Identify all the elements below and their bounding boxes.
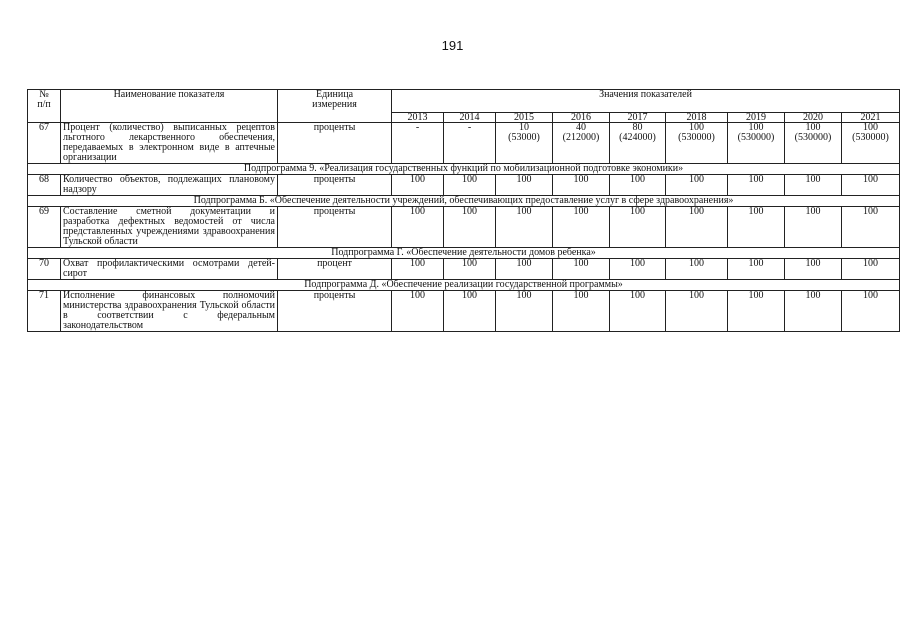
table-header (28, 90, 900, 123)
indicator-value: 100 (610, 207, 666, 248)
row-number: 70 (28, 259, 61, 280)
table-row (28, 291, 900, 332)
indicator-value: 100 (496, 207, 553, 248)
header-year: 2020 (785, 113, 842, 123)
indicators-table (27, 89, 900, 332)
header-year: 2019 (728, 113, 785, 123)
header-year: 2015 (496, 113, 553, 123)
indicator-value: 100 (496, 175, 553, 196)
subprogram-title: Подпрограмма 9. «Реализация государственных функций по мобилизационной подготовке экономики» (28, 164, 900, 175)
indicator-unit: проценты (278, 291, 392, 332)
indicator-name: Процент (количество) выписанных рецептов льготного лекарственного обеспечения, передаваемых в электронном виде в аптечные организации (61, 123, 278, 164)
indicator-unit: проценты (278, 123, 392, 164)
indicator-value: 100 (444, 259, 496, 280)
indicator-value: 100 (530000) (728, 123, 785, 164)
indicator-name: Охват профилактическими осмотрами детей-сирот (61, 259, 278, 280)
indicator-value: 100 (842, 259, 900, 280)
indicator-unit: процент (278, 259, 392, 280)
indicator-value: 100 (392, 175, 444, 196)
indicator-value: 100 (728, 175, 785, 196)
indicator-value: 100 (530000) (785, 123, 842, 164)
indicator-value: 100 (530000) (666, 123, 728, 164)
header-year: 2017 (610, 113, 666, 123)
indicator-value: 10 (53000) (496, 123, 553, 164)
indicator-value: - (392, 123, 444, 164)
header-year: 2021 (842, 113, 900, 123)
indicator-value: 100 (728, 207, 785, 248)
indicator-value: 100 (496, 291, 553, 332)
indicator-value: 100 (553, 291, 610, 332)
indicator-name: Исполнение финансовых полномочий министерства здравоохранения Тульской области в соответствии с федеральным законодательством (61, 291, 278, 332)
indicator-value: 100 (553, 259, 610, 280)
indicator-name: Составление сметной документации и разработка дефектных ведомостей от числа представленных учреждениями здравоохранения Тульской области (61, 207, 278, 248)
subprogram-title: Подпрограмма Г. «Обеспечение деятельности домов ребенка» (28, 248, 900, 259)
indicator-name: Количество объектов, подлежащих плановому надзору (61, 175, 278, 196)
indicator-value: 100 (728, 291, 785, 332)
indicator-value: 100 (785, 259, 842, 280)
indicator-value: 100 (666, 207, 728, 248)
indicator-value: 100 (444, 291, 496, 332)
page-number: 191 (441, 38, 464, 53)
row-number: 69 (28, 207, 61, 248)
indicator-value: 100 (392, 259, 444, 280)
indicator-value: 100 (785, 291, 842, 332)
indicator-value: 100 (666, 291, 728, 332)
indicator-value: 100 (530000) (842, 123, 900, 164)
table-body (28, 123, 900, 332)
indicator-value: 100 (666, 175, 728, 196)
subprogram-row (28, 248, 900, 259)
indicator-value: 100 (842, 291, 900, 332)
header-values-group: Значения показателей (392, 90, 900, 113)
indicator-value: 100 (728, 259, 785, 280)
subprogram-row (28, 196, 900, 207)
indicator-value: 100 (666, 259, 728, 280)
header-year: 2016 (553, 113, 610, 123)
row-number: 67 (28, 123, 61, 164)
indicator-value: 100 (610, 175, 666, 196)
header-name: Наименование показателя (61, 90, 278, 123)
indicator-value: 100 (610, 259, 666, 280)
indicator-value: 100 (496, 259, 553, 280)
subprogram-title: Подпрограмма Б. «Обеспечение деятельности учреждений, обеспечивающих предоставление услуг в сфере здравоохранения» (28, 196, 900, 207)
indicator-value: 100 (553, 207, 610, 248)
indicator-value: 100 (610, 291, 666, 332)
row-number: 71 (28, 291, 61, 332)
indicator-value: 100 (392, 291, 444, 332)
indicator-value: 100 (444, 207, 496, 248)
indicator-value: 100 (392, 207, 444, 248)
subprogram-row (28, 280, 900, 291)
indicator-value: 100 (785, 207, 842, 248)
row-number: 68 (28, 175, 61, 196)
header-year: 2018 (666, 113, 728, 123)
table-row (28, 123, 900, 164)
header-year: 2014 (444, 113, 496, 123)
indicator-value: 40 (212000) (553, 123, 610, 164)
indicator-value: 80 (424000) (610, 123, 666, 164)
indicator-value: 100 (842, 175, 900, 196)
indicator-value: - (444, 123, 496, 164)
subprogram-title: Подпрограмма Д. «Обеспечение реализации государственной программы» (28, 280, 900, 291)
table-row (28, 259, 900, 280)
table-row (28, 207, 900, 248)
subprogram-row (28, 164, 900, 175)
indicator-value: 100 (842, 207, 900, 248)
table-row (28, 175, 900, 196)
header-year: 2013 (392, 113, 444, 123)
indicator-value: 100 (553, 175, 610, 196)
indicator-value: 100 (444, 175, 496, 196)
indicator-unit: проценты (278, 207, 392, 248)
indicator-unit: проценты (278, 175, 392, 196)
header-unit: Единица измерения (278, 90, 392, 123)
header-num: № п/п (28, 90, 61, 123)
indicator-value: 100 (785, 175, 842, 196)
